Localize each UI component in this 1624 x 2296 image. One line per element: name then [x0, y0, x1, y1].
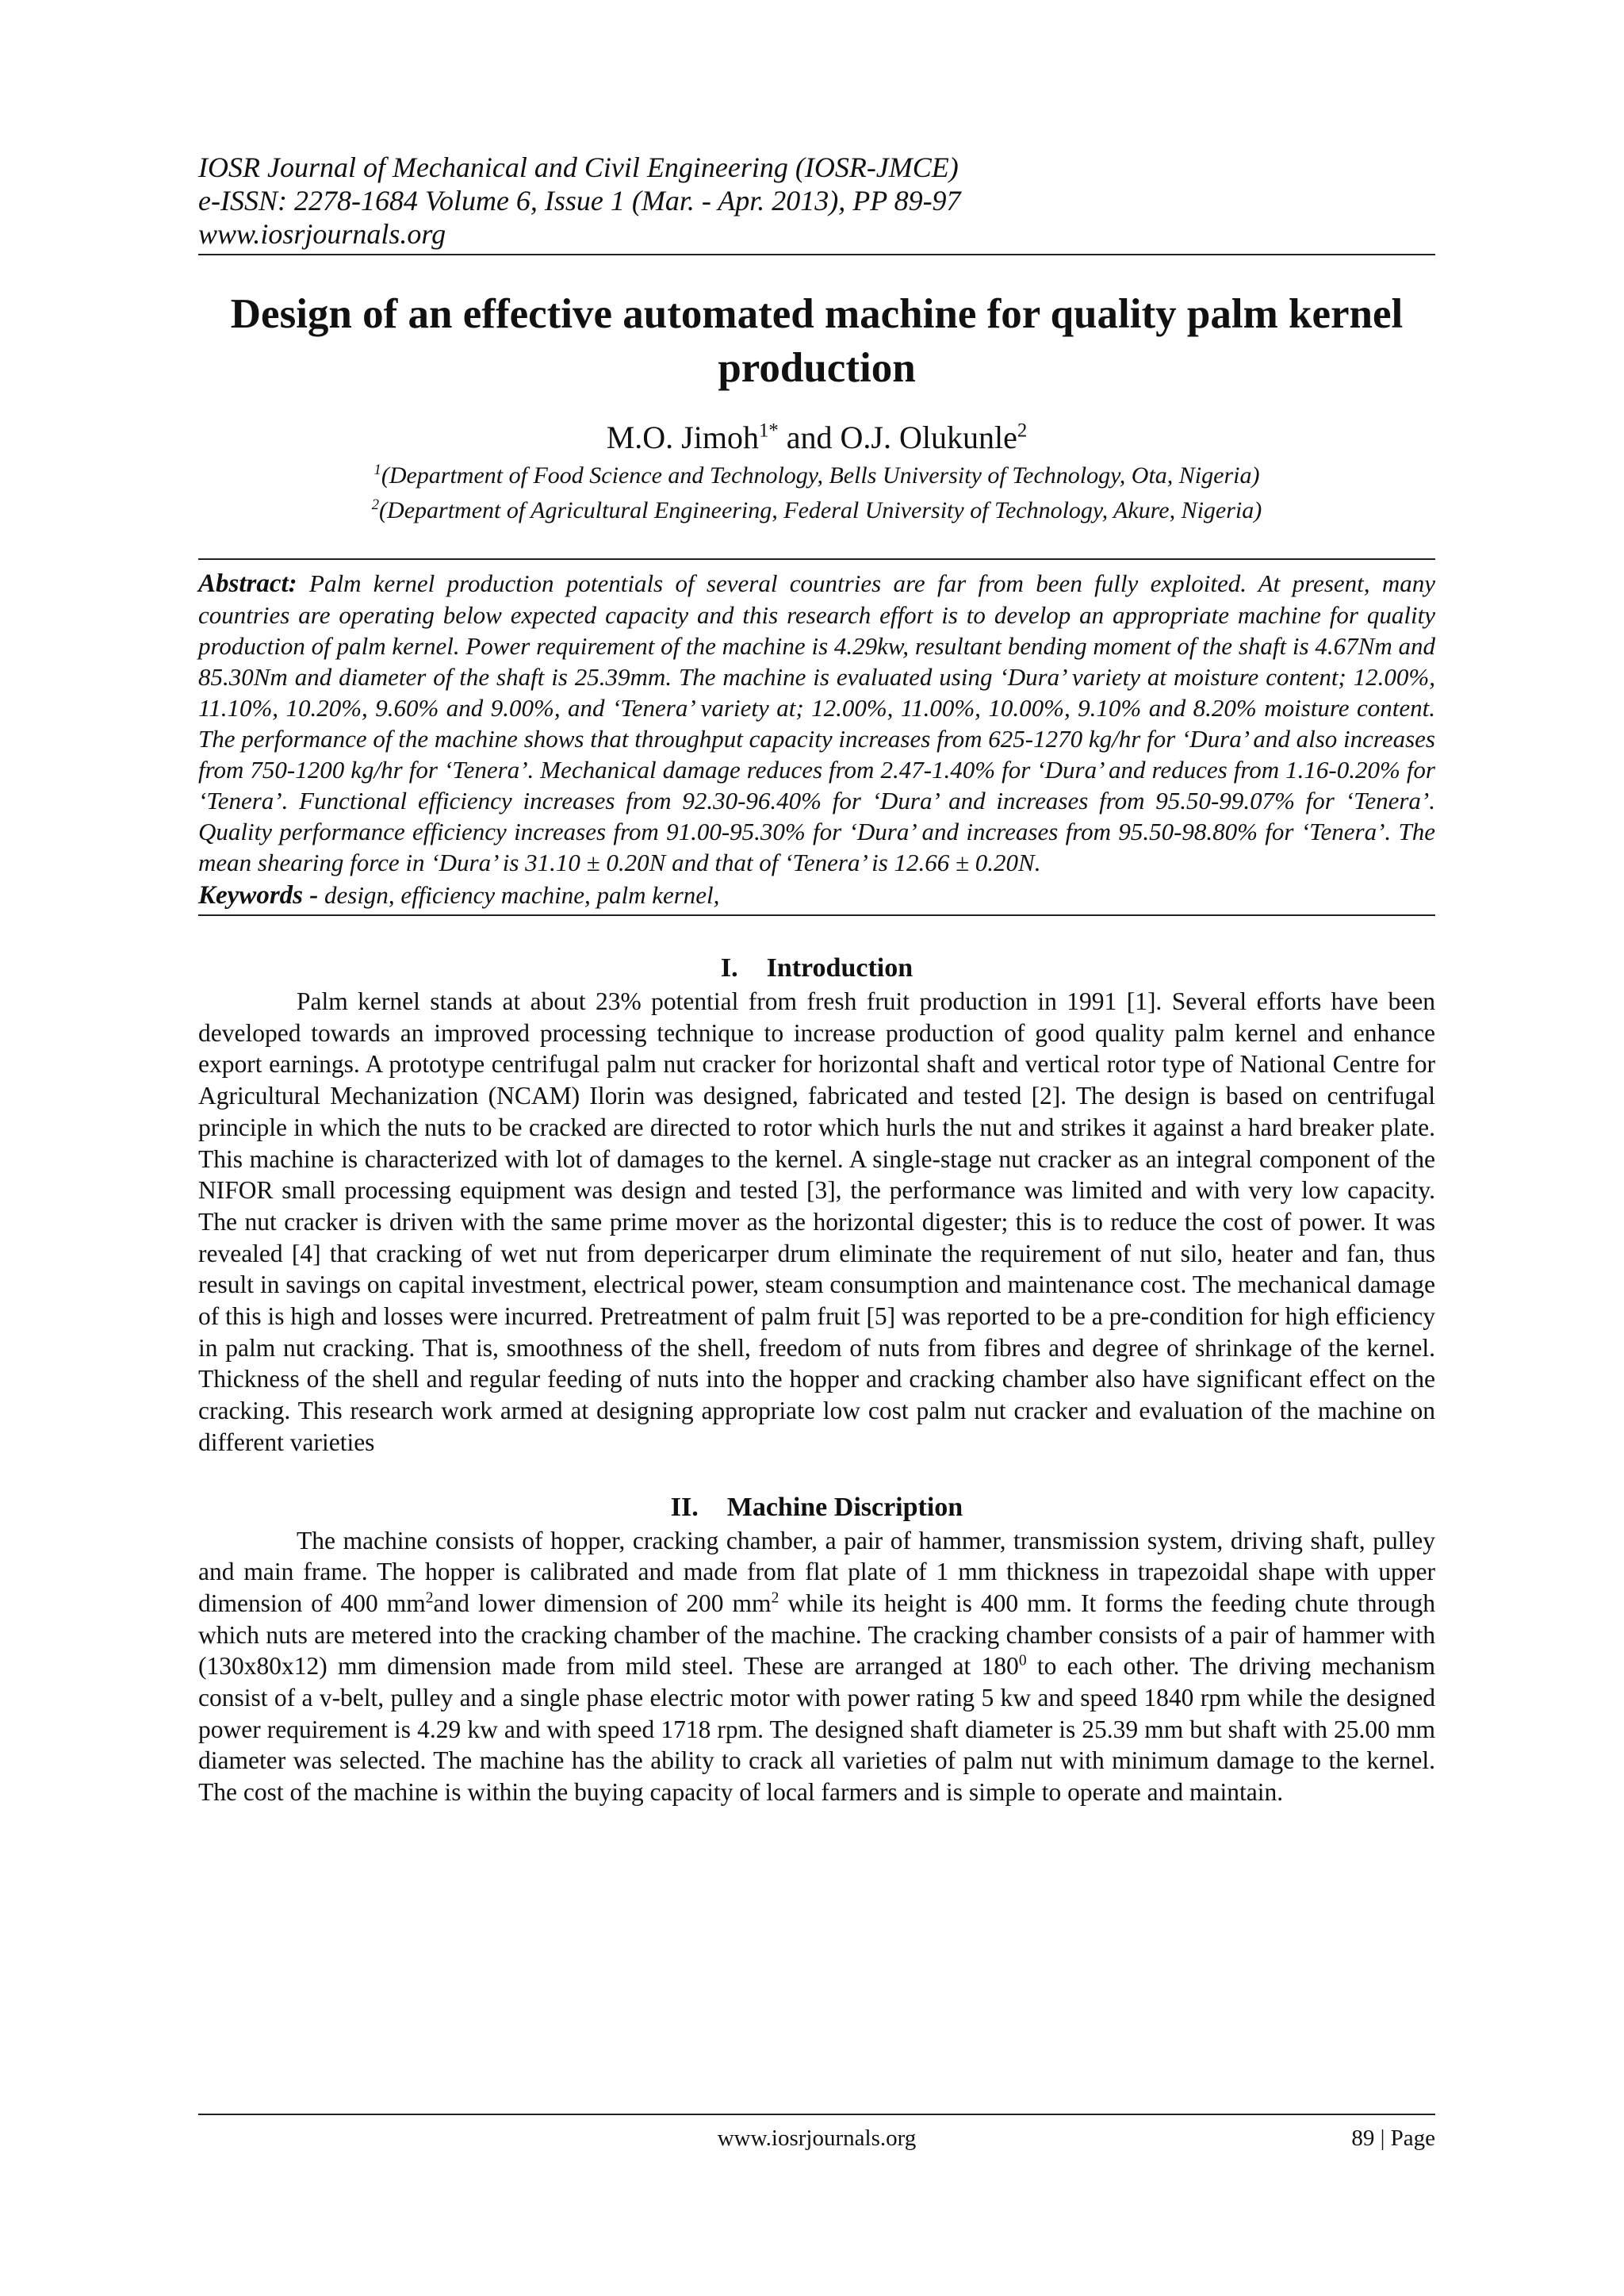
journal-name: IOSR Journal of Mechanical and Civil Engineering (IOSR-JMCE) [198, 151, 959, 183]
keywords-label: Keywords - [198, 881, 319, 910]
section-1-title: Introduction [766, 953, 914, 983]
paper-title: Design of an effective automated machine for quality palm kernel production [230, 291, 1404, 391]
section-1-number: I. [720, 953, 738, 983]
affiliation-2-text: (Department of Agricultural Engineering, Federal University of Technology, Akure, Nigeria) [379, 497, 1262, 523]
footer-website[interactable]: www.iosrjournals.org [717, 2125, 917, 2151]
section-2-text-2: and lower dimension of 200 mm [433, 1589, 772, 1617]
section-2-sup-2: 2 [771, 1589, 779, 1607]
section-2-text-3: while its height is 400 mm. It forms the feeding chute through which nuts are metered into the cracking chamber of the machine. The cracking chamber consists of a pair of hammer with (130x80x12) mm dimension made from mild steel. These are arranged at 180 [198, 1589, 1435, 1681]
abstract-label: Abstract: [198, 569, 297, 598]
journal-issn-volume: e-ISSN: 2278-1684 Volume 6, Issue 1 (Mar. - Apr. 2013), PP 89-97 [198, 185, 961, 217]
affiliation-1 [198, 458, 1435, 493]
author-conjunction: and [778, 420, 841, 455]
section-1-heading [198, 951, 1435, 986]
section-2-text-1: The machine consists of hopper, cracking chamber, a pair of hammer, transmission system, driving shaft, pulley and main frame. The hopper is calibrated and made from flat plate of 1 mm thickness in trapezoidal shape with upper dimension of 400 mm [198, 1526, 1435, 1617]
keywords-text: design, efficiency machine, palm kernel, [318, 881, 720, 909]
abstract-bottom-divider [198, 914, 1435, 916]
footer-divider [198, 2114, 1435, 2115]
section-2-sup-1: 2 [425, 1589, 434, 1607]
section-2-text-4: to each other. The driving mechanism consist of a v-belt, pulley and a single phase electric motor with power rating 5 kw and speed 1840 rpm while the designed power requirement is 4.29 kw and with speed 1718 rpm. The designed shaft diameter is 25.39 mm but shaft with 25.00 mm diameter was selected. The machine has the ability to crack all varieties of palm nut with minimum damage to the kernel. The cost of the machine is within the buying capacity of local farmers and is simple to operate and maintain. [198, 1652, 1435, 1807]
section-2-paragraph [198, 1525, 1435, 1808]
author-2: O.J. Olukunle [840, 420, 1017, 455]
journal-header [198, 151, 1435, 251]
section-2-heading [198, 1490, 1435, 1525]
section-1-text: Palm kernel stands at about 23% potential from fresh fruit production in 1991 [1]. Several efforts have been developed towards an improved processing technique to increase production of good quality palm kernel and enhance export earnings. A prototype centrifugal palm nut cracker for horizontal shaft and vertical rotor type of National Centre for Agricultural Mechanization (NCAM) Ilorin was designed, fabricated and tested [2]. The design is based on centrifugal principle in which the nuts to be cracked are directed to rotor which hurls the nut and strikes it against a hard breaker plate. This machine is characterized with lot of damages to the kernel. A single-stage nut cracker as an integral component of the NIFOR small processing equipment was design and tested [3], the performance was limited and with very low capacity. The nut cracker is driven with the same prime mover as the horizontal digester; this is to reduce the cost of power. It was revealed [4] that cracking of wet nut from depericarper drum eliminate the requirement of nut silo, heater and fan, thus result in savings on capital investment, electrical power, steam consumption and maintenance cost. The mechanical damage of this is high and losses were incurred. Pretreatment of palm fruit [5] was reported to be a pre-condition for high efficiency in palm nut cracking. That is, smoothness of the shell, freedom of nuts from fibres and degree of shrinkage of the kernel. Thickness of the shell and regular feeding of nuts into the hopper and cracking chamber also have significant effect on the cracking. This research work armed at designing appropriate low cost palm nut cracker and evaluation of the machine on different varieties [198, 987, 1435, 1456]
author-line [198, 419, 1435, 457]
section-2-title: Machine Discription [726, 1492, 963, 1522]
author-1: M.O. Jimoh [606, 420, 759, 455]
author-2-marker: 2 [1017, 420, 1028, 442]
affiliation-2-marker: 2 [371, 496, 380, 513]
author-1-marker: 1* [758, 420, 779, 442]
keywords-block [198, 880, 1435, 911]
section-1-paragraph [198, 986, 1435, 1458]
affiliation-2 [198, 493, 1435, 528]
paper-page [198, 151, 1435, 1808]
section-2-number: II. [670, 1492, 699, 1522]
affiliation-1-marker: 1 [373, 462, 381, 478]
journal-website[interactable]: www.iosrjournals.org [198, 218, 446, 250]
abstract-block [198, 560, 1435, 884]
header-divider [198, 254, 1435, 255]
abstract-text: Palm kernel production potentials of several countries are far from been fully exploited. At present, many countries are operating below expected capacity and this research effort is to develop an appropriate machine for quality production of palm kernel. Power requirement of the machine is 4.29kw, resultant bending moment of the shaft is 4.67Nm and 85.30Nm and diameter of the shaft is 25.39mm. The machine is evaluated using ‘Dura’ variety at moisture content; 12.00%, 11.10%, 10.20%, 9.60% and 9.00%, and ‘Tenera’ variety at; 12.00%, 11.00%, 10.00%, 9.10% and 8.20% moisture content. The performance of the machine shows that throughput capacity increases from 625-1270 kg/hr for ‘Dura’ and also increases from 750-1200 kg/hr for ‘Tenera’. Mechanical damage reduces from 2.47-1.40% for ‘Dura’ and reduces from 1.16-0.20% for ‘Tenera’. Functional efficiency increases from 92.30-96.40% for ‘Dura’ and increases from 95.50-99.07% for ‘Tenera’. Quality performance efficiency increases from 91.00-95.30% for ‘Dura’ and increases from 95.50-98.80% for ‘Tenera’. The mean shearing force in ‘Dura’ is 31.10 ± 0.20N and that of ‘Tenera’ is 12.66 ± 0.20N. [198, 569, 1435, 876]
page-number: 89 | Page [1351, 2125, 1435, 2151]
section-2-sup-3: 0 [1018, 1652, 1027, 1669]
affiliation-1-text: (Department of Food Science and Technology, Bells University of Technology, Ota, Nigeria) [381, 462, 1260, 489]
